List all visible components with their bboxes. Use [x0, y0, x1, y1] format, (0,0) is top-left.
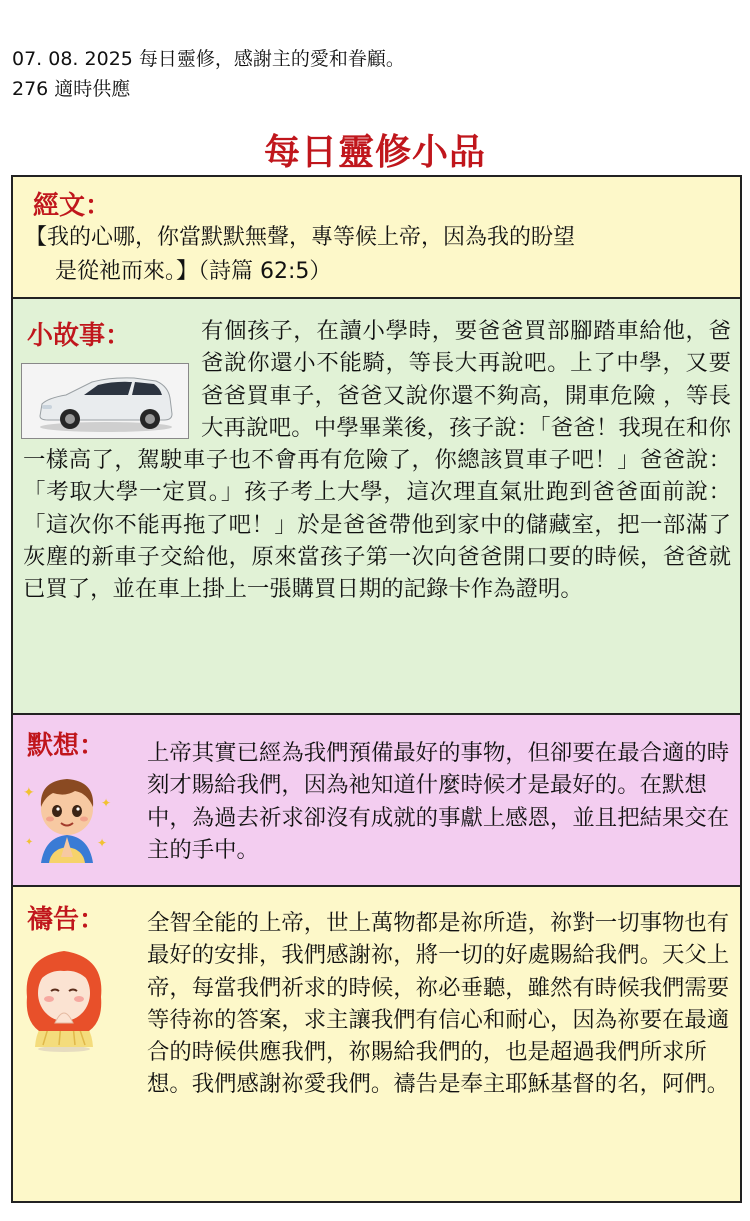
scripture-text	[25, 221, 725, 289]
scripture-line-1: 【我的心哪，你當默默無聲，專等候上帝，因為我的盼望	[25, 225, 576, 250]
scripture-section	[13, 177, 740, 299]
car-image	[21, 363, 189, 439]
prayer-text: 全智全能的上帝，世上萬物都是祢所造，祢對一切事物也有最好的安排，我們感謝祢，將一切的好處賜給我們。天父上帝，每當我們祈求的時候，祢必垂聽，雖然有時候我們需要等待祢的答案，求主讓我們有信心和耐心，因為祢要在最適合的時候供應我們，祢賜給我們的，也是超過我們所求所想。我們感謝祢愛我們。禱告是奉主耶穌基督的名，阿們。	[147, 910, 730, 1098]
svg-text:✦: ✦	[23, 785, 35, 801]
story-text: 有個孩子，在讀小學時，要爸爸買部腳踏車給他，爸爸說你還小不能騎，等長大再說吧。上了中學，又要爸爸買車子，爸爸又說你還不夠高，開車危險 ，等長大再說吧。中學畢業後，孩子說：「爸爸！我現在和你一樣高了，駕駛車子也不會再有危險了，你總該買車子吧！」爸爸說：「考取大學一定買。」孩子考上大學，這次理直氣壯跑到爸爸面前說：「這次你不能再拖了吧！」於是爸爸帶他到家中的儲藏室，把一部滿了灰塵的新車子交給他，原來當孩子第一次向爸爸開口要的時候，爸爸就已買了，並在車上掛上一張購買日期的記錄卡作為證明。	[23, 318, 731, 603]
scripture-label: 經文：	[33, 191, 112, 221]
meditation-label: 默想：	[27, 731, 106, 761]
devotional-sections	[11, 175, 742, 1203]
scripture-line-2: 是從祂而來。】（詩篇 62:5）	[55, 259, 332, 284]
praying-girl-illustration	[19, 937, 109, 1057]
prayer-section	[13, 887, 740, 1201]
story-section	[13, 299, 740, 715]
prayer-label: 禱告：	[27, 905, 106, 935]
story-body	[23, 315, 731, 606]
meditation-section	[13, 715, 740, 887]
issue-line: 276 適時供應	[12, 78, 131, 100]
story-label: 小故事：	[27, 321, 132, 351]
praying-boy-illustration	[19, 767, 115, 867]
svg-text:✦: ✦	[97, 836, 108, 850]
svg-text:✦: ✦	[101, 796, 112, 810]
page-title: 每日靈修小品	[263, 132, 486, 173]
svg-text:✦: ✦	[25, 837, 34, 848]
header	[12, 44, 405, 104]
car-illustration	[22, 364, 188, 438]
meditation-text: 上帝其實已經為我們預備最好的事物，但卻要在最合適的時刻才賜給我們，因為祂知道什麼時候才是最好的。在默想中，為過去祈求卻沒有成就的事獻上感恩，並且把結果交在主的手中。	[147, 740, 730, 863]
date-line: 07. 08. 2025 每日靈修，感謝主的愛和眷顧。	[12, 48, 405, 70]
